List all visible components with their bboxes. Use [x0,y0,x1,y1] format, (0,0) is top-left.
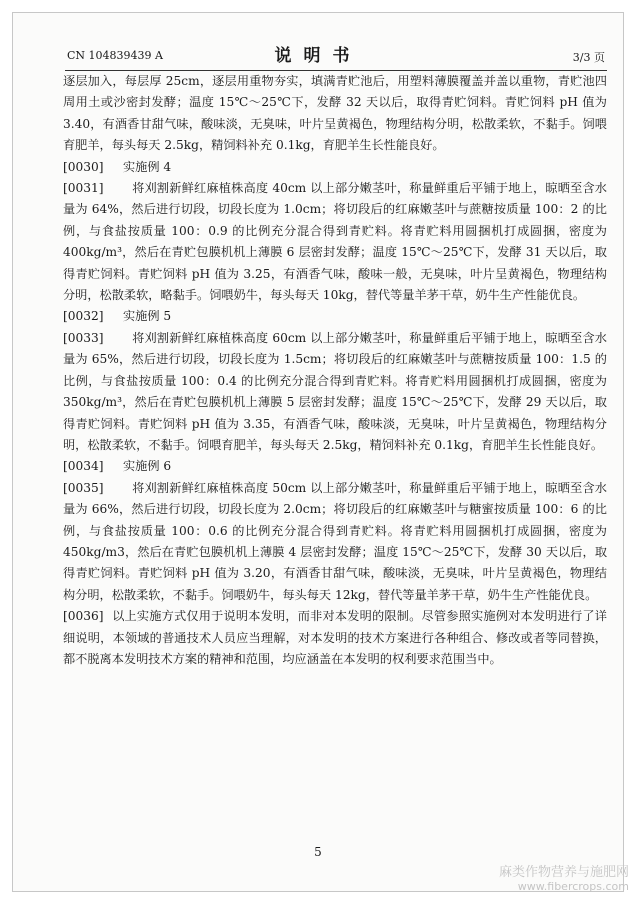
page-header [13,13,623,73]
watermark-url: www.fibercrops.com [517,880,629,893]
document-page [12,12,624,892]
paragraph-continued: 逐层加入，每层厚 25cm，逐层用重物夯实，填满青贮池后，用塑料薄膜覆盖并盖以重物，青贮池四周用土或沙密封发酵；温度 15℃～25℃下，发酵 32 天以后，取得青贮饲料。青贮饲料 pH 值为 3.40，有酒香甘甜气味，酸味淡，无臭味，叶片呈黄褐色，物理结构分明，松散柔软，不黏手。饲喂育肥羊，每头每天 2.5kg，精饲料补充 0.1kg，育肥羊生长性能良好。 [63,74,607,153]
section-heading: [0032] 实施例 5 [63,309,172,324]
watermark [499,861,629,893]
paragraph: [0033] 将刈割新鲜红麻植株高度 60cm 以上部分嫩茎叶，称量鲜重后平铺于地上，晾晒至含水量为 65%，然后进行切段，切段长度为 1.5cm；将切段后的红麻嫩茎叶与蔗糖按质量 100：1.5 的比例，与食盐按质量 100：0.4 的比例充分混合得到青贮料。将青贮料用圆捆机打成圆捆，密度为 350kg/m³，然后在青贮包膜机机上薄膜 5 层密封发酵；温度 15℃～25℃下，发酵 29 天以后，取得青贮饲料。青贮饲料 pH 值为 3.35，有酒香气味，酸味淡，无臭味，叶片呈黄褐色，物理结构分明，松散柔软，不黏手。饲喂育肥羊，每头每天 2.5kg，精饲料补充 0.1kg，育肥羊生长性能良好。 [63,330,607,452]
watermark-site-name: 麻类作物营养与施肥网 [498,865,629,880]
page-title: 说明书 [274,46,362,66]
paragraph: [0031] 将刈割新鲜红麻植株高度 40cm 以上部分嫩茎叶，称量鲜重后平铺于地上，晾晒至含水量为 64%，然后进行切段，切段长度为 1.0cm；将切段后的红麻嫩茎叶与蔗糖按质量 100：2 的比例，与食盐按质量 100：0.9 的比例充分混合得到青贮料。将青贮料用圆捆机打成圆捆，密度为 400kg/m³，然后在青贮包膜机机上薄膜 6 层密封发酵；温度 15℃～25℃下，发酵 31 天以后，取得青贮饲料。青贮饲料 pH 值为 3.25，有酒香气味，酸味一般，无臭味，叶片呈黄褐色，物理结构分明，松散柔软，略黏手。饲喂奶牛，每头每天 10kg，替代等量羊茅干草，奶牛生产性能优良。 [63,181,607,303]
section-heading: [0030] 实施例 4 [63,159,172,174]
document-number: CN 104839439 A [67,49,163,62]
paragraph: [0035] 将刈割新鲜红麻植株高度 50cm 以上部分嫩茎叶，称量鲜重后平铺于地上，晾晒至含水量为 66%，然后进行切段，切段长度为 2.0cm；将切段后的红麻嫩茎叶与糖蜜按质量 100：6 的比例，与食盐按质量 100：0.6 的比例充分混合得到青贮料。将青贮料用圆捆机打成圆捆，密度为 450kg/m3，然后在青贮包膜机机上薄膜 4 层密封发酵；温度 15℃～25℃下，发酵 30 天以后，取得青贮饲料。青贮饲料 pH 值为 3.20，有酒香甘甜气味，酸味淡，无臭味，叶片呈黄褐色，物理结构分明，松散柔软，不黏手。饲喂奶牛，每头每天 12kg，替代等量羊茅干草，奶牛生产性能优良。 [63,480,607,602]
page-number: 5 [314,845,322,859]
paragraph: [0036] 以上实施方式仅用于说明本发明，而非对本发明的限制。尽管参照实施例对本发明进行了详细说明，本领域的普通技术人员应当理解，对本发明的技术方案进行各种组合、修改或者等同替换，都不脱离本发明技术方案的精神和范围，均应涵盖在本发明的权利要求范围当中。 [63,609,607,666]
section-heading: [0034] 实施例 6 [63,459,172,474]
page-indicator: 3/3 页 [572,51,605,64]
document-body [63,71,607,670]
